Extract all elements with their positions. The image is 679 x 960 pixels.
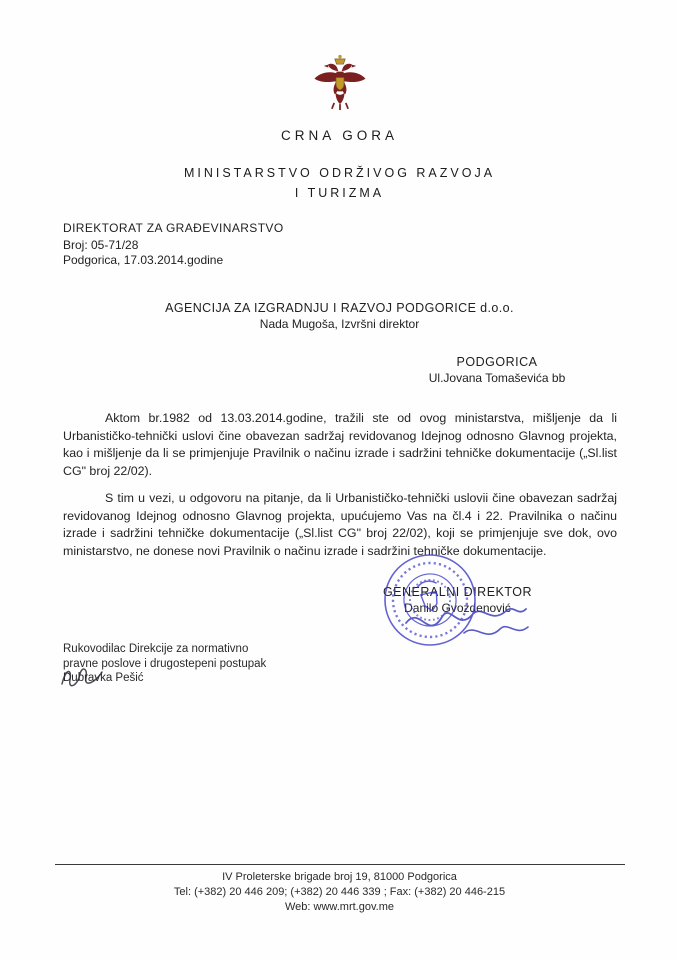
ministry-name-line2: I TURIZMA bbox=[294, 186, 385, 200]
signoff-role-line2: pravne poslove i drugostepeni postupak bbox=[63, 657, 267, 670]
body-paragraph-2: S tim u vezi, u odgovoru na pitanje, da li Urbanističko-tehnički uslovii čine obavezan sadržaj revidovanog Idejnog odnosno Glavnog projekta, upućujemo Vas na čl.4 i 22. Pravilnika o načinu izrade i sadržini tehničke dokumentacije („Sl.list CG" broj 22/02), koji se primjenjuje sve dok, ovo ministarstvo, ne donese novi Pravilnik o načinu izrade i sadržini tehničke dokumentacije. bbox=[63, 491, 617, 558]
ministry-name-line1: MINISTARSTVO ODRŽIVOG RAZVOJA bbox=[183, 166, 496, 180]
signoff-name: Dubravka Pešić bbox=[63, 672, 144, 684]
recipient-organization: AGENCIJA ZA IZGRADNJU I RAZVOJ PODGORICE d.o.o. bbox=[165, 301, 514, 315]
signoff-role-line1: Rukovodilac Direkcije za normativno bbox=[63, 643, 249, 655]
recipient-address-block bbox=[387, 355, 607, 385]
coat-of-arms-icon bbox=[311, 50, 369, 120]
recipient-person: Nada Mugoša, Izvršni direktor bbox=[259, 317, 420, 331]
recipient-street: Ul.Jovana Tomaševića bb bbox=[428, 371, 566, 385]
footer-web: Web: www.mrt.gov.me bbox=[284, 901, 394, 913]
footer-divider bbox=[55, 864, 625, 865]
reference-number: Broj: 05-71/28 bbox=[63, 238, 139, 252]
letter-body bbox=[63, 410, 617, 570]
signatory-name: Danilo Gvozdenović bbox=[404, 601, 511, 615]
footer-address: IV Proleterske brigade broj 19, 81000 Podgorica bbox=[222, 871, 457, 883]
footer-block bbox=[0, 870, 679, 915]
country-name: CRNA GORA bbox=[280, 128, 398, 143]
footer-contacts: Tel: (+382) 20 446 209; (+382) 20 446 339 ; Fax: (+382) 20 446-215 bbox=[173, 886, 506, 898]
place-and-date: Podgorica, 17.03.2014.godine bbox=[63, 253, 224, 267]
recipient-city: PODGORICA bbox=[456, 355, 538, 369]
recipient-block bbox=[0, 301, 679, 331]
signatory-title: GENERALNI DIREKTOR bbox=[382, 585, 533, 599]
signature-block bbox=[355, 585, 560, 615]
directorate-block bbox=[63, 221, 284, 268]
directorate-name: DIREKTORAT ZA GRAĐEVINARSTVO bbox=[63, 221, 284, 235]
body-paragraph-1: Aktom br.1982 od 13.03.2014.godine, tražili ste od ovog ministarstva, mišljenje da li Urbanističko-tehnički uslovi čine obavezan sadržaj revidovanog Idejnog odnosno Glavnog projekta, kao i mišljenje da li se primjenjuje Pravilnik o načinu izrade i sadržini tehničke dokumentacije („Sl.list CG" broj 22/02). bbox=[63, 411, 617, 478]
handwritten-signature bbox=[56, 660, 126, 692]
